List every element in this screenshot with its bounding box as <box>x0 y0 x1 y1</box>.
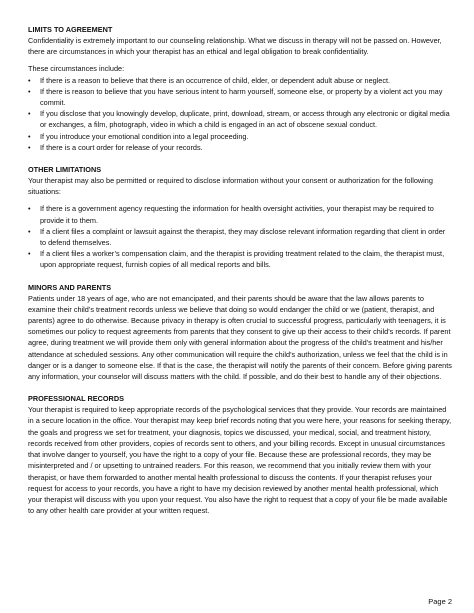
section-other-limitations <box>28 164 452 271</box>
list-item: • If there is a reason to believe that there is an occurrence of child, elder, or dependent adult abuse or neglect. <box>28 75 452 86</box>
bullet-list <box>28 203 452 270</box>
list-item: • If you introduce your emotional condition into a legal proceeding. <box>28 131 452 142</box>
section-intro: Your therapist may also be permitted or required to disclose information without your consent or authorization for the following situations: <box>28 176 433 197</box>
list-item: • If there is a government agency requesting the information for health oversight activities, your therapist may be required to provide it to them. <box>28 203 452 225</box>
list-item: • If a client files a worker’s compensation claim, and the therapist is providing treatment related to the claim, the therapist must, upon appropriate request, furnish copies of all medical reports and bills. <box>28 248 452 270</box>
section-minors-and-parents <box>28 282 452 383</box>
section-heading: MINORS AND PARENTS <box>28 282 112 292</box>
page-number: Page 2 <box>428 597 452 606</box>
section-heading: LIMITS TO AGREEMENT <box>28 25 113 34</box>
section-heading: PROFESSIONAL RECORDS <box>28 394 124 404</box>
section-intro: Confidentiality is extremely important to our counseling relationship. What we discuss in therapy will not be passed on. However, there are circumstances in which your therapist has an ethical and legal obligation to break confidentiality. <box>28 36 442 57</box>
list-item: • If you disclose that you knowingly develop, duplicate, print, download, stream, or access through any electronic or digital media or exchanges, a film, photograph, video in which a child is engaged in an act of obscene sexual conduct. <box>28 108 452 130</box>
document-page <box>28 24 452 516</box>
section-professional-records <box>28 393 452 516</box>
section-limits-to-agreement <box>28 24 452 153</box>
section-body: Patients under 18 years of age, who are not emancipated, and their parents should be aware that the law allows parents to examine their child’s treatment records unless we believe that doing so would endanger the child or we (patient, therapist, and parents) agree to do otherwise. Because privacy in therapy is often crucial to successful progress, particularly with teenagers, it is sometimes our policy to request agreements from parents that they consent to give up their access to their child’s records. If parent agree, during treatment we will provide them only with general information about the progress of the child’s treatment and his/her attendance at scheduled sessions. Any other communication will require the child’s authorization, unless we feel that the child is in danger or is a danger to someone else. If that is the case, the therapist will notify the parents of their concern. Before giving parents any information, your counselor will discuss matters with the child. If possible, and do their best to handle any of their objections. <box>28 293 452 382</box>
bullet-list <box>28 75 452 153</box>
list-item: • If there is a court order for release of your records. <box>28 142 452 153</box>
list-item: • If there is reason to believe that you have serious intent to harm yourself, someone else, or property by a violent act you may commit. <box>28 86 452 108</box>
list-item: • If a client files a complaint or lawsuit against the therapist, they may disclose relevant information regarding that client in order to defend themselves. <box>28 226 452 248</box>
section-lead: These circumstances include: <box>28 64 125 74</box>
section-heading: OTHER LIMITATIONS <box>28 165 102 175</box>
section-body: Your therapist is required to keep appropriate records of the psychological services that they provide. Your records are maintained in a secure location in the office. Your therapist may keep brief records noting that you were here, your reasons for seeking therapy, the goals and progress we set for treatment, your diagnosis, topics we discussed, your medical, social, and treatment history, records received from other providers, copies of records sent to others, and your billing records. Except in unusual circumstances that involve danger to yourself, you have the right to a copy of your file. Because these are professional records, they may be misinterpreted and / or upsetting to untrained readers. For this reason, we recommend that you initially review them with your therapist, or have them forwarded to another mental health professional to discuss the contents. If your therapist refuses your request for access to your records, you have a right to have my decision reviewed by another mental health professional, which your therapist will discuss with you upon your request. You also have the right to request that a copy of your file be made available to any other health care provider at your written request. <box>28 405 452 516</box>
